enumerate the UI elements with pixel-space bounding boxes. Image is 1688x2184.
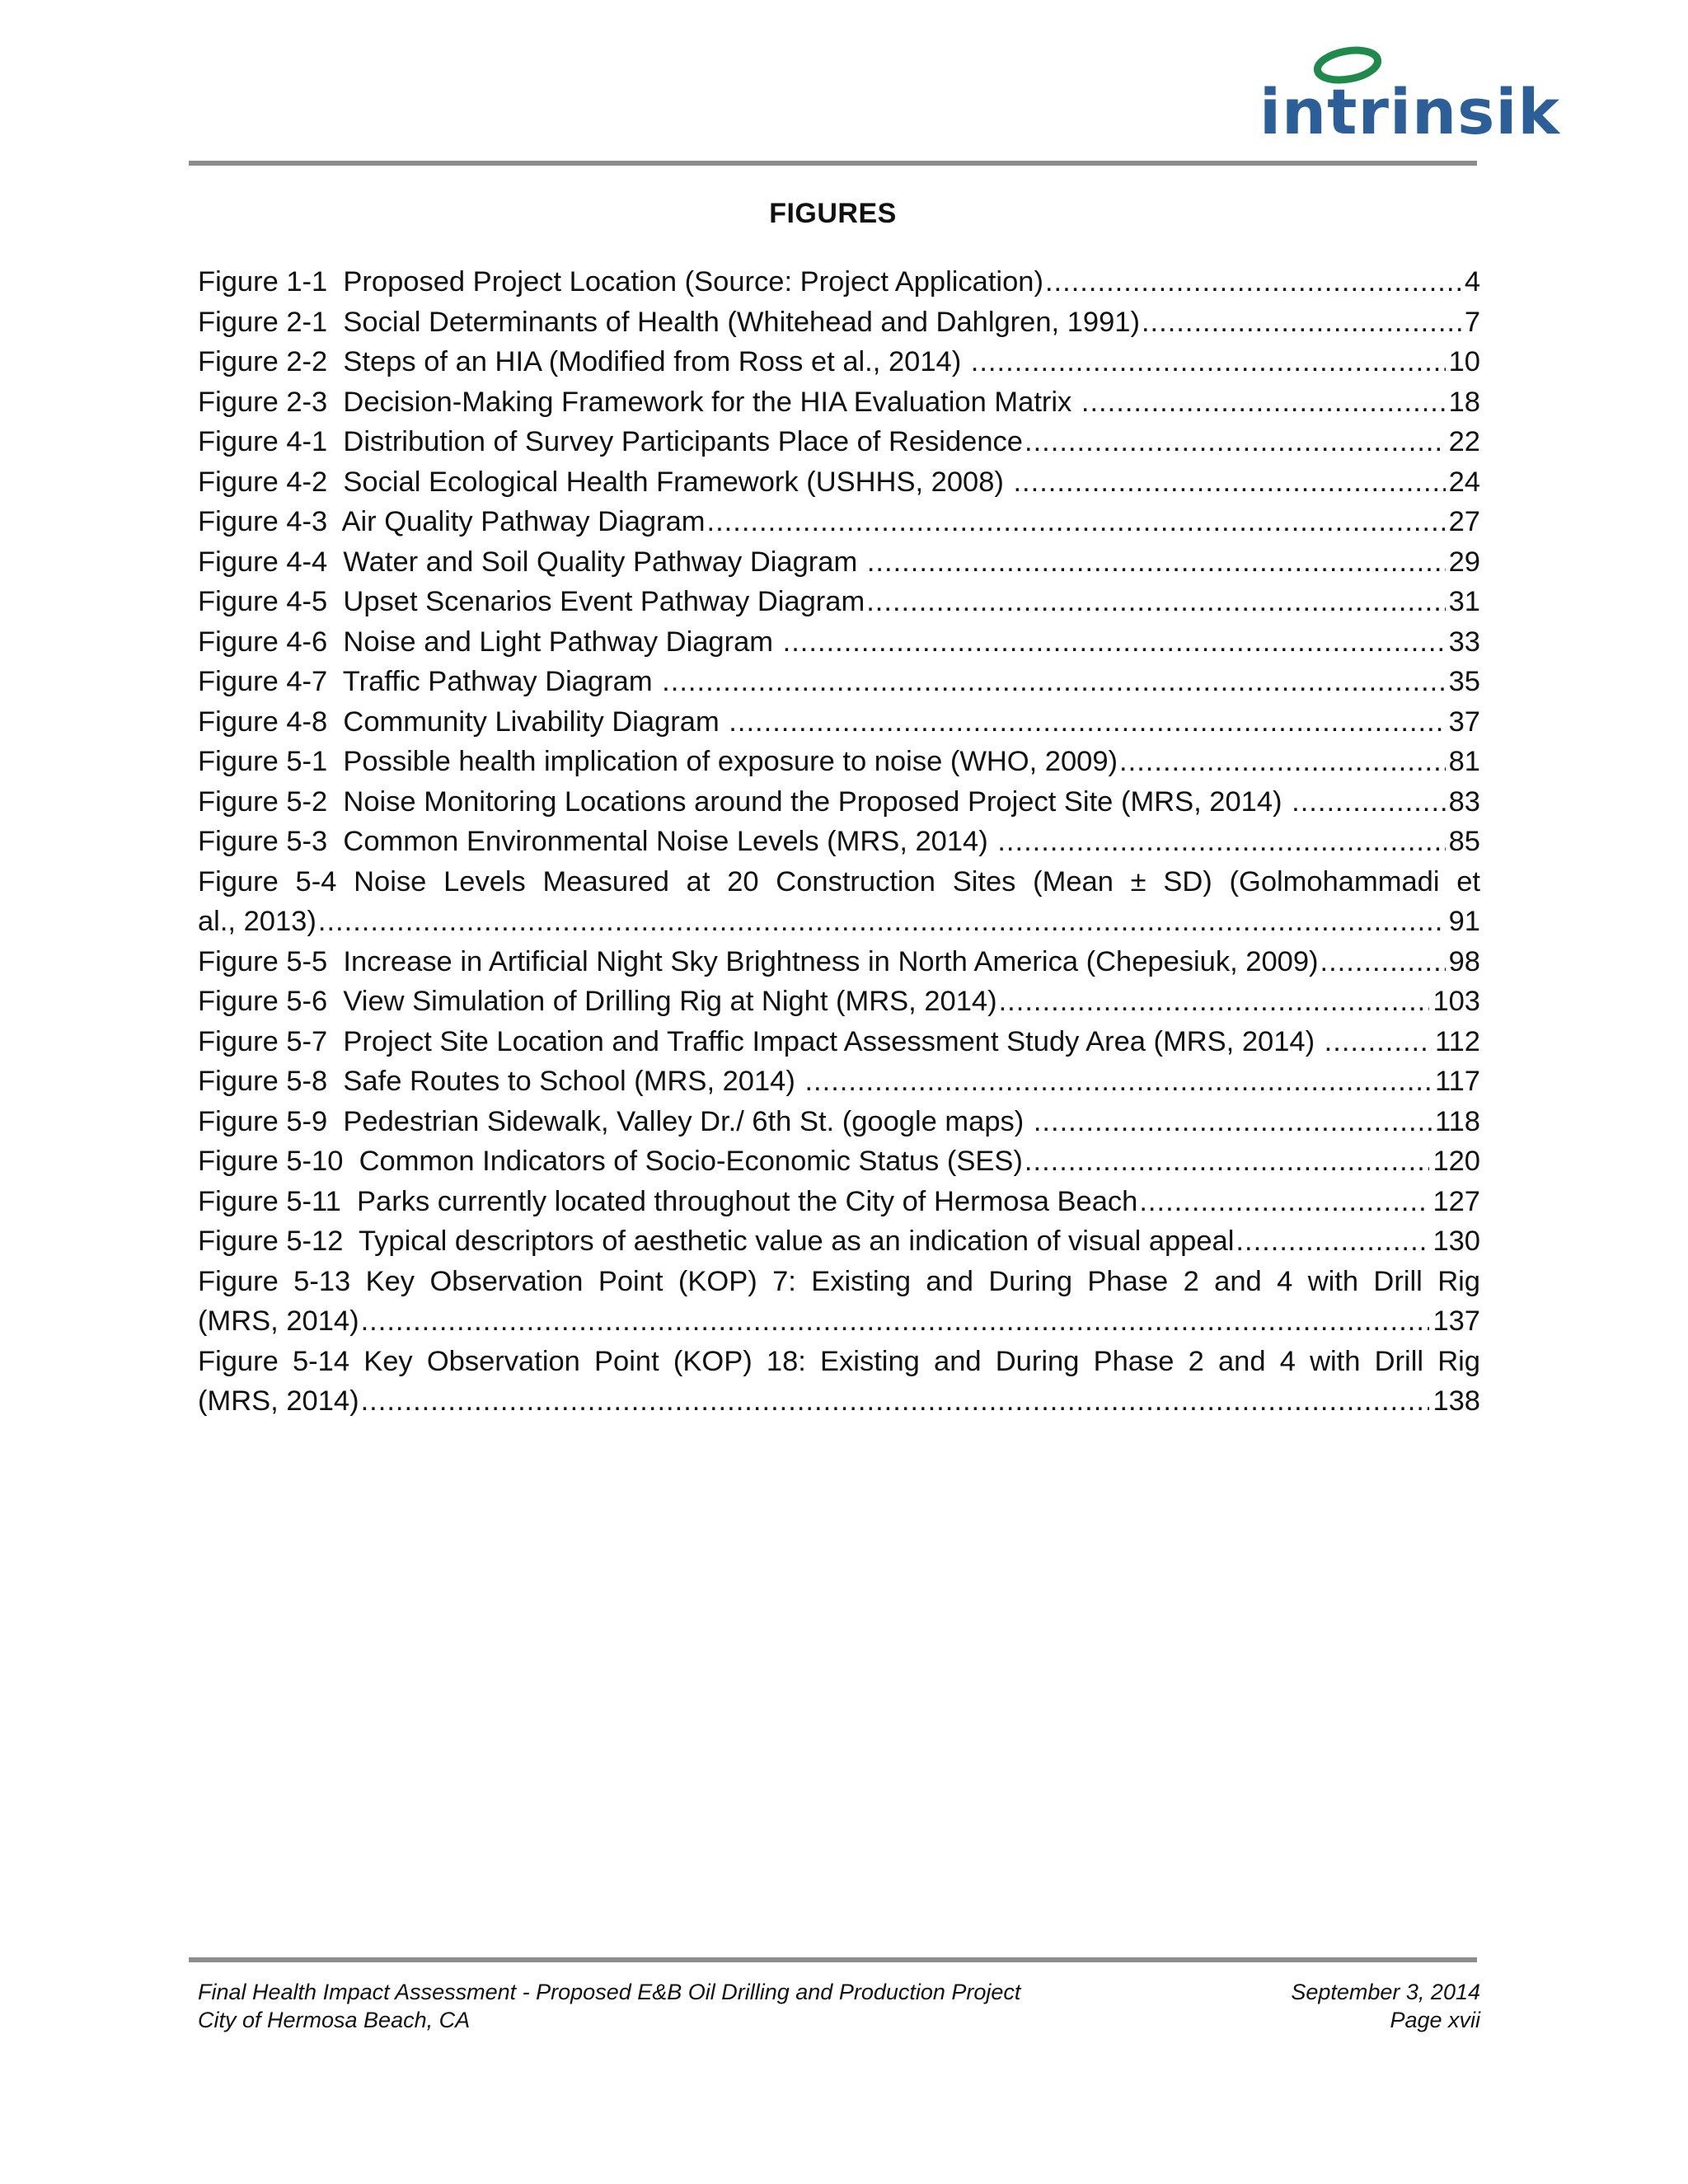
figure-entry[interactable] bbox=[198, 262, 1480, 302]
dot-leader bbox=[1139, 1182, 1429, 1222]
dot-leader bbox=[999, 982, 1430, 1022]
dot-leader bbox=[1325, 1022, 1432, 1062]
dot-leader bbox=[1034, 1102, 1432, 1142]
figure-entry-label-continued: (MRS, 2014) bbox=[198, 1305, 359, 1337]
figure-entry-label: Figure 4-1 Distribution of Survey Participants Place of Residence bbox=[198, 426, 1023, 457]
figure-entry-label: Figure 2-1 Social Determinants of Health (Whitehead and Dahlgren, 1991) bbox=[198, 306, 1140, 338]
figure-page-number: 112 bbox=[1434, 1025, 1480, 1057]
figure-entry-label: Figure 4-8 Community Livability Diagram bbox=[198, 705, 728, 738]
figure-page-number: 103 bbox=[1432, 986, 1480, 1017]
figure-entry[interactable] bbox=[198, 1102, 1480, 1142]
figure-entry[interactable] bbox=[198, 742, 1480, 782]
figure-entry[interactable] bbox=[198, 1022, 1480, 1062]
figure-entry[interactable] bbox=[198, 1221, 1480, 1262]
figure-entry[interactable] bbox=[198, 982, 1480, 1022]
header-divider bbox=[189, 161, 1477, 166]
figure-entry[interactable] bbox=[198, 342, 1480, 382]
intrinsik-logo bbox=[1259, 46, 1560, 153]
figure-page-number: 85 bbox=[1448, 826, 1480, 857]
figure-entry-label: Figure 5-8 Safe Routes to School (MRS, 2014) bbox=[198, 1066, 804, 1097]
figure-page-number: 35 bbox=[1448, 666, 1480, 697]
figure-entry-label-continued: (MRS, 2014) bbox=[198, 1385, 359, 1417]
figures-list bbox=[198, 262, 1480, 1422]
figure-page-number: 37 bbox=[1448, 705, 1480, 738]
figure-entry-label: Figure 4-4 Water and Soil Quality Pathway Diagram bbox=[198, 546, 865, 578]
figure-page-number: 127 bbox=[1432, 1185, 1480, 1217]
figure-entry[interactable] bbox=[198, 1262, 1480, 1342]
figure-entry[interactable] bbox=[198, 462, 1480, 503]
figure-page-number: 138 bbox=[1432, 1385, 1480, 1417]
dot-leader bbox=[866, 582, 1445, 622]
figure-page-number: 83 bbox=[1448, 785, 1480, 818]
logo-wordmark: intrinsik bbox=[1259, 75, 1560, 148]
figure-page-number: 33 bbox=[1448, 626, 1480, 658]
figure-entry-label: Figure 5-4 Noise Levels Measured at 20 Construction Sites (Mean ± SD) (Golmohammadi et bbox=[198, 865, 1480, 898]
figure-entry-label: Figure 5-11 Parks currently located throughout the City of Hermosa Beach bbox=[198, 1185, 1138, 1217]
figure-entry[interactable] bbox=[198, 582, 1480, 622]
dot-leader bbox=[1119, 742, 1446, 782]
dot-leader bbox=[361, 1381, 1430, 1422]
figure-page-number: 81 bbox=[1448, 746, 1480, 777]
dot-leader bbox=[1081, 382, 1446, 423]
figure-entry[interactable] bbox=[198, 942, 1480, 982]
figure-entry-label: Figure 4-5 Upset Scenarios Event Pathway Diagram bbox=[198, 586, 865, 617]
figure-page-number: 27 bbox=[1448, 506, 1480, 537]
figure-page-number: 137 bbox=[1432, 1305, 1480, 1337]
figure-page-number: 29 bbox=[1448, 546, 1480, 578]
figure-entry-label: Figure 4-3 Air Quality Pathway Diagram bbox=[198, 506, 706, 537]
dot-leader bbox=[1025, 422, 1446, 462]
dot-leader bbox=[1142, 302, 1461, 343]
figure-entry[interactable] bbox=[198, 662, 1480, 702]
figure-entry[interactable] bbox=[198, 782, 1480, 823]
figure-entry-label: Figure 4-6 Noise and Light Pathway Diagram bbox=[198, 626, 781, 658]
figure-page-number: 7 bbox=[1464, 306, 1480, 338]
figure-entry-label: Figure 5-1 Possible health implication of exposure to noise (WHO, 2009) bbox=[198, 746, 1118, 777]
dot-leader bbox=[729, 702, 1445, 743]
figure-entry-label: Figure 5-5 Increase in Artificial Night Sky Brightness in North America (Chepesiuk, 2009) bbox=[198, 945, 1319, 977]
figure-entry[interactable] bbox=[198, 1141, 1480, 1182]
dot-leader bbox=[804, 1062, 1432, 1102]
figure-entry[interactable] bbox=[198, 382, 1480, 423]
figure-entry-label: Figure 2-2 Steps of an HIA (Modified from Ross et al., 2014) bbox=[198, 346, 969, 377]
figure-page-number: 117 bbox=[1434, 1066, 1480, 1097]
page-footer bbox=[198, 1978, 1480, 2034]
figure-entry-label: Figure 5-2 Noise Monitoring Locations around the Proposed Project Site (MRS, 2014) bbox=[198, 785, 1291, 818]
figure-page-number: 118 bbox=[1434, 1105, 1480, 1137]
dot-leader bbox=[662, 662, 1445, 702]
figure-entry-label: Figure 5-12 Typical descriptors of aesthetic value as an indication of visual appeal bbox=[198, 1226, 1235, 1257]
figure-entry[interactable] bbox=[198, 822, 1480, 862]
figure-entry-label: Figure 1-1 Proposed Project Location (Source: Project Application) bbox=[198, 266, 1043, 298]
figure-entry[interactable] bbox=[198, 502, 1480, 542]
dot-leader bbox=[1025, 1141, 1430, 1182]
figure-entry-label: Figure 4-7 Traffic Pathway Diagram bbox=[198, 666, 661, 697]
figure-entry-label: Figure 5-10 Common Indicators of Socio-Economic Status (SES) bbox=[198, 1146, 1023, 1177]
figure-entry-label: Figure 5-6 View Simulation of Drilling Rig at Night (MRS, 2014) bbox=[198, 986, 997, 1017]
figure-entry[interactable] bbox=[198, 422, 1480, 462]
footer-date: September 3, 2014 bbox=[1291, 1980, 1480, 2004]
figure-entry-label: Figure 5-7 Project Site Location and Traffic Impact Assessment Study Area (MRS, 2014) bbox=[198, 1025, 1323, 1057]
figure-entry-label: Figure 5-3 Common Environmental Noise Levels (MRS, 2014) bbox=[198, 826, 996, 857]
dot-leader bbox=[1045, 262, 1461, 302]
figure-entry[interactable] bbox=[198, 622, 1480, 663]
figure-entry-label: Figure 5-9 Pedestrian Sidewalk, Valley Dr./ 6th St. (google maps) bbox=[198, 1105, 1032, 1137]
figure-page-number: 130 bbox=[1432, 1226, 1480, 1257]
figure-page-number: 4 bbox=[1464, 266, 1480, 298]
dot-leader bbox=[1236, 1221, 1429, 1262]
figure-entry-label-continued: al., 2013) bbox=[198, 906, 316, 937]
figure-entry[interactable] bbox=[198, 1342, 1480, 1422]
figure-entry-label: Figure 2-3 Decision-Making Framework for the HIA Evaluation Matrix bbox=[198, 386, 1080, 418]
figure-page-number: 120 bbox=[1432, 1146, 1480, 1177]
figure-page-number: 31 bbox=[1448, 586, 1480, 617]
page-title: FIGURES bbox=[769, 198, 897, 229]
dot-leader bbox=[867, 542, 1446, 583]
footer-divider bbox=[189, 1957, 1477, 1962]
dot-leader bbox=[1292, 782, 1446, 823]
figure-entry[interactable] bbox=[198, 1182, 1480, 1222]
footer-document-title: Final Health Impact Assessment - Proposed E&B Oil Drilling and Production Project bbox=[198, 1980, 1021, 2004]
dot-leader bbox=[1320, 942, 1446, 982]
dot-leader bbox=[1013, 462, 1445, 503]
figure-entry-label: Figure 5-14 Key Observation Point (KOP) 18: Existing and During Phase 2 and 4 with Drill Rig bbox=[198, 1345, 1480, 1377]
figure-page-number: 91 bbox=[1448, 906, 1480, 937]
figure-entry[interactable] bbox=[198, 542, 1480, 583]
dot-leader bbox=[318, 902, 1446, 942]
dot-leader bbox=[971, 342, 1446, 382]
dot-leader bbox=[783, 622, 1446, 663]
figure-entry[interactable] bbox=[198, 862, 1480, 942]
figure-entry[interactable] bbox=[198, 1062, 1480, 1102]
footer-page-number: Page xvii bbox=[1390, 2008, 1480, 2032]
figure-page-number: 24 bbox=[1448, 466, 1480, 498]
figure-page-number: 98 bbox=[1448, 945, 1480, 977]
figure-page-number: 10 bbox=[1448, 346, 1480, 377]
figure-entry-label: Figure 5-13 Key Observation Point (KOP) 7: Existing and During Phase 2 and 4 with Drill Rig bbox=[198, 1265, 1480, 1297]
figure-page-number: 22 bbox=[1448, 426, 1480, 457]
dot-leader bbox=[361, 1301, 1430, 1342]
figure-entry-label: Figure 4-2 Social Ecological Health Framework (USHHS, 2008) bbox=[198, 466, 1012, 498]
dot-leader bbox=[997, 822, 1445, 862]
figure-entry[interactable] bbox=[198, 702, 1480, 743]
dot-leader bbox=[707, 502, 1446, 542]
footer-location: City of Hermosa Beach, CA bbox=[198, 2008, 471, 2032]
figure-entry[interactable] bbox=[198, 302, 1480, 343]
figure-page-number: 18 bbox=[1448, 386, 1480, 418]
